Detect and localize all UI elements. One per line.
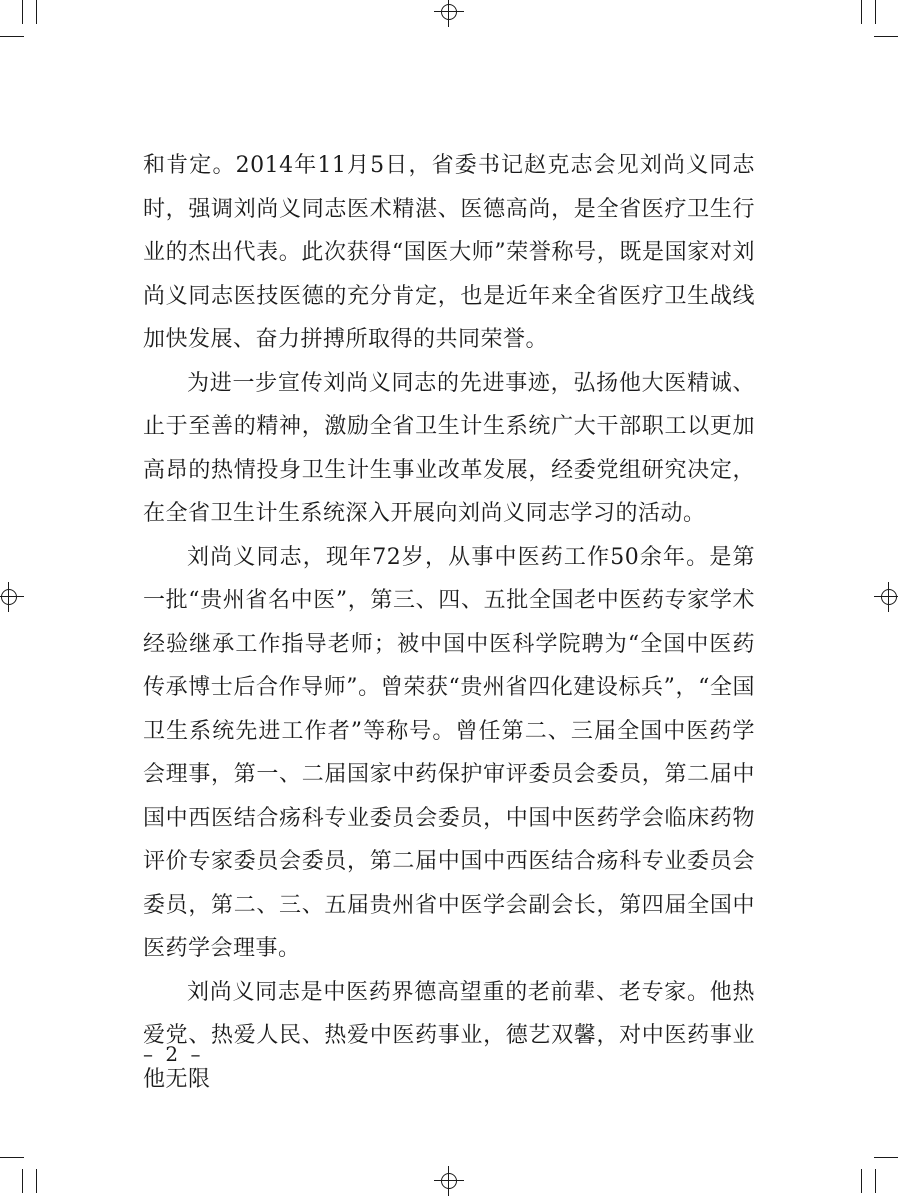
crop-mark-bl-v2 [36, 1169, 37, 1193]
registration-mark-right [874, 582, 898, 612]
registration-mark-bottom [434, 1166, 464, 1196]
registration-mark-top [434, 0, 464, 27]
crop-mark-tr-h [874, 36, 898, 37]
crop-mark-tr-v2 [875, 0, 876, 24]
paragraph-4: 刘尚义同志是中医药界德高望重的老前辈、老专家。他热爱党、热爱人民、热爱中医药事业，德艺双馨，对中医药事业他无限 [143, 979, 755, 1092]
crop-mark-tl-h [0, 36, 24, 37]
crop-mark-br-v [861, 1169, 862, 1193]
paragraph-3: 刘尚义同志，现年72岁，从事中医药工作50余年。是第一批“贵州省名中医”，第三、四、五批全国老中医药专家学术经验继承工作指导老师；被中国中医科学院聘为“全国中医药传承博士后合作导师”。曾荣获“贵州省四化建设标兵”，“全国卫生系统先进工作者”等称号。曾任第二、三届全国中医药学会理事，第一、二届国家中药保护审评委员会委员，第二届中国中西医结合疡科专业委员会委员，中国中医药学会临床药物评价专家委员会委员，第二届中国中西医结合疡科专业委员会委员，第二、三、五届贵州省中医学会副会长，第四届全国中医药学会理事。 [143, 544, 755, 961]
page-number: – 2 – [143, 1042, 204, 1066]
crop-mark-tl-v [22, 0, 23, 24]
document-body [143, 144, 755, 1101]
paragraph-1: 和肯定。2014年11月5日，省委书记赵克志会见刘尚义同志时，强调刘尚义同志医术精湛、医德高尚，是全省医疗卫生行业的杰出代表。此次获得“国医大师”荣誉称号，既是国家对刘尚义同志医技医德的充分肯定，也是近年来全省医疗卫生战线加快发展、奋力拼搏所取得的共同荣誉。 [143, 153, 755, 352]
registration-mark-left [0, 582, 24, 612]
paragraph-2: 为进一步宣传刘尚义同志的先进事迹，弘扬他大医精诚、止于至善的精神，激励全省卫生计生系统广大干部职工以更加高昂的热情投身卫生计生事业改革发展，经委党组研究决定，在全省卫生计生系统深入开展向刘尚义同志学习的活动。 [143, 370, 755, 526]
crop-mark-bl-h [0, 1157, 24, 1158]
crop-mark-tl-v2 [36, 0, 37, 24]
crop-mark-br-h [874, 1157, 898, 1158]
crop-mark-bl-v [22, 1169, 23, 1193]
crop-mark-br-v2 [875, 1169, 876, 1193]
crop-mark-tr-v [861, 0, 862, 24]
